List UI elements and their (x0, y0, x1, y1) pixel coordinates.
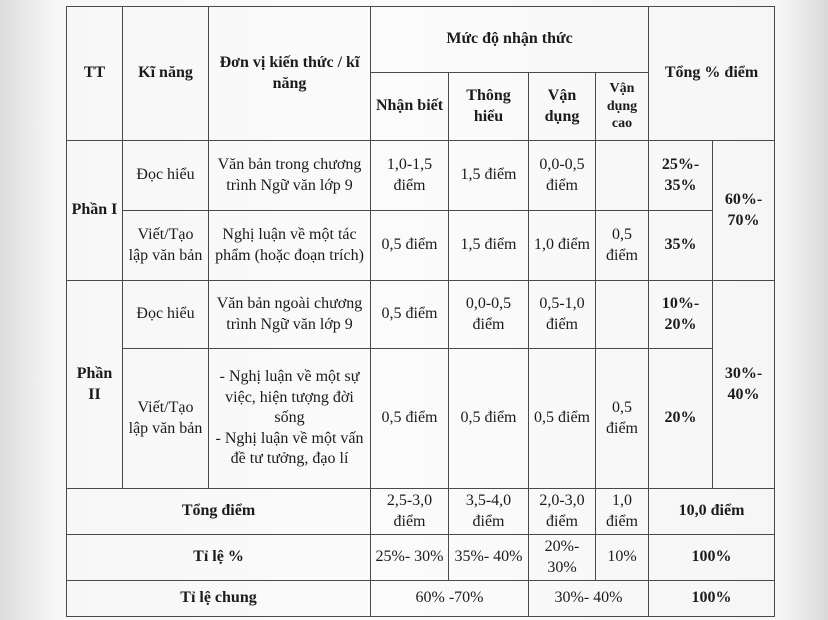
part2-label: Phần II (67, 281, 123, 489)
part1-viet-vdc: 0,5 điểm (596, 211, 649, 281)
part1-label: Phần I (67, 141, 123, 281)
tong-diem-vd: 2,0-3,0 điểm (529, 489, 596, 535)
tong-diem-th: 3,5-4,0 điểm (449, 489, 529, 535)
header-level-van-dung: Vận dụng (529, 73, 596, 141)
part1-viet-skill: Viết/Tạo lập văn bản (123, 211, 209, 281)
part2-viet-unit-line1: - Nghị luận về một sự việc, hiện tượng đời sống (219, 368, 360, 427)
part2-viet-pct: 20% (649, 349, 713, 489)
part2-doc-hieu-unit: Văn bản ngoài chương trình Ngữ văn lớp 9 (209, 281, 371, 349)
ti-le-chung-right: 30%- 40% (529, 581, 649, 617)
part2-viet-skill: Viết/Tạo lập văn bản (123, 349, 209, 489)
part2-total: 30%- 40% (713, 281, 775, 489)
tong-diem-total: 10,0 điểm (649, 489, 775, 535)
table-row (67, 581, 775, 617)
part2-doc-hieu-vdc (596, 281, 649, 349)
part2-viet-unit (209, 349, 371, 489)
part2-doc-hieu-skill: Đọc hiểu (123, 281, 209, 349)
header-level-van-dung-cao: Vận dụng cao (596, 73, 649, 141)
part1-doc-hieu-unit: Văn bản trong chương trình Ngữ văn lớp 9 (209, 141, 371, 211)
part1-doc-hieu-vd: 0,0-0,5 điểm (529, 141, 596, 211)
ti-le-th: 35%- 40% (449, 535, 529, 581)
part2-viet-nb: 0,5 điểm (371, 349, 449, 489)
part2-doc-hieu-th: 0,0-0,5 điểm (449, 281, 529, 349)
tong-diem-label: Tổng điểm (67, 489, 371, 535)
ti-le-chung-label: Tỉ lệ chung (67, 581, 371, 617)
header-tt: TT (67, 7, 123, 141)
part1-viet-pct: 35% (649, 211, 713, 281)
part1-viet-nb: 0,5 điểm (371, 211, 449, 281)
table-row (67, 489, 775, 535)
header-don-vi: Đơn vị kiến thức / kĩ năng (209, 7, 371, 141)
ti-le-chung-left: 60% -70% (371, 581, 529, 617)
part1-doc-hieu-skill: Đọc hiểu (123, 141, 209, 211)
part1-doc-hieu-vdc (596, 141, 649, 211)
tong-diem-vdc: 1,0 điểm (596, 489, 649, 535)
part2-viet-unit-line2: - Nghị luận về một vấn đề tư tưởng, đạo lí (215, 429, 364, 468)
ti-le-label: Tỉ lệ % (67, 535, 371, 581)
ti-le-vd: 20%- 30% (529, 535, 596, 581)
part1-doc-hieu-th: 1,5 điểm (449, 141, 529, 211)
part2-doc-hieu-pct: 10%- 20% (649, 281, 713, 349)
part2-viet-vdc: 0,5 điểm (596, 349, 649, 489)
table-row (67, 141, 775, 211)
ti-le-total: 100% (649, 535, 775, 581)
ti-le-vdc: 10% (596, 535, 649, 581)
header-level-nhan-biet: Nhận biết (371, 73, 449, 141)
table-row (67, 535, 775, 581)
header-ki-nang: Kĩ năng (123, 7, 209, 141)
assessment-matrix-table (66, 6, 775, 617)
ti-le-nb: 25%- 30% (371, 535, 449, 581)
part1-viet-unit: Nghị luận về một tác phẩm (hoặc đoạn trích) (209, 211, 371, 281)
part1-viet-vd: 1,0 điểm (529, 211, 596, 281)
part1-total: 60%- 70% (713, 141, 775, 281)
table-row (67, 211, 775, 281)
table-row (67, 281, 775, 349)
part1-doc-hieu-nb: 1,0-1,5 điểm (371, 141, 449, 211)
ti-le-chung-total: 100% (649, 581, 775, 617)
part1-doc-hieu-pct: 25%- 35% (649, 141, 713, 211)
header-muc-do: Mức độ nhận thức (371, 7, 649, 73)
header-row-1 (67, 7, 775, 73)
header-level-thong-hieu: Thông hiểu (449, 73, 529, 141)
part2-viet-vd: 0,5 điểm (529, 349, 596, 489)
part1-viet-th: 1,5 điểm (449, 211, 529, 281)
part2-doc-hieu-nb: 0,5 điểm (371, 281, 449, 349)
part2-doc-hieu-vd: 0,5-1,0 điểm (529, 281, 596, 349)
header-tong-pct: Tổng % điểm (649, 7, 775, 141)
part2-viet-th: 0,5 điểm (449, 349, 529, 489)
tong-diem-nb: 2,5-3,0 điểm (371, 489, 449, 535)
table-row (67, 349, 775, 489)
